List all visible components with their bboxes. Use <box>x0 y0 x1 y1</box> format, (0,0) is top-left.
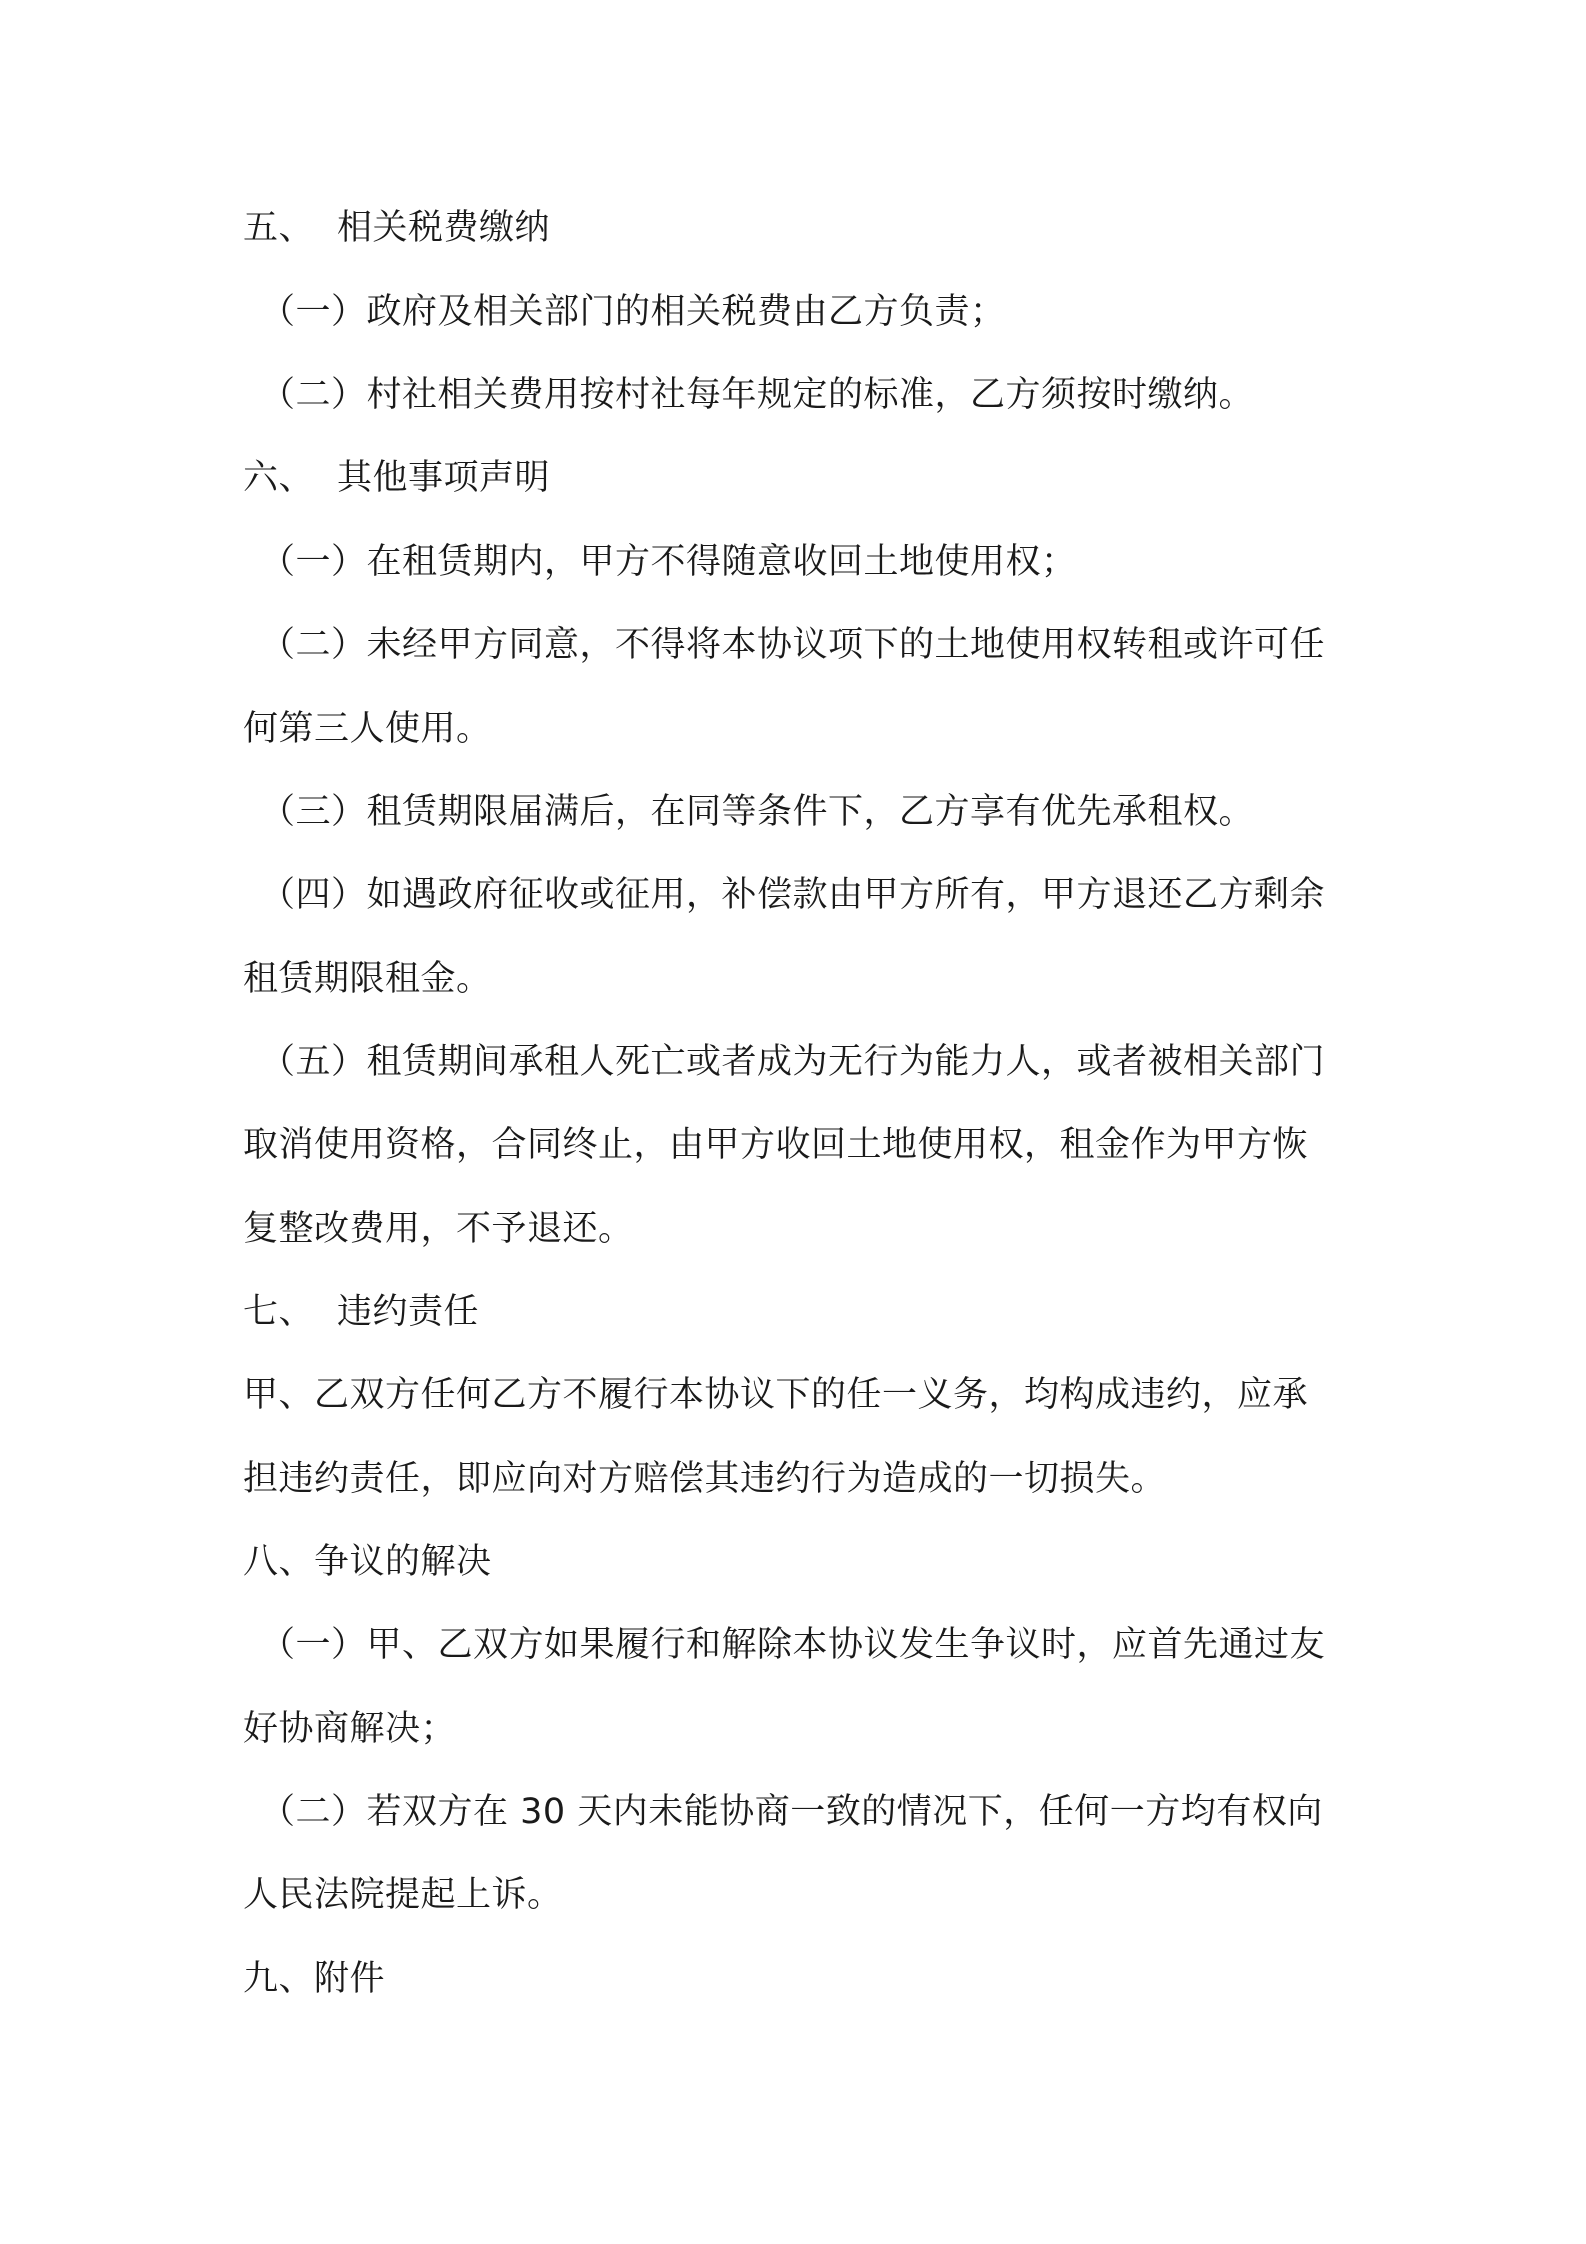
section-6-line-2: （二）未经甲方同意，不得将本协议项下的土地使用权转租或许可任 <box>260 625 1326 665</box>
section-7-heading <box>243 1290 1363 1334</box>
section-7-line-2: 担违约责任，即应向对方赔偿其违约行为造成的一切损失。 <box>243 1459 1167 1499</box>
section-5-item-1: （一）政府及相关部门的相关税费由乙方负责； <box>260 292 1006 332</box>
section-6-heading <box>243 456 1363 500</box>
section-9-heading: 九、附件 <box>243 1959 386 1999</box>
section-6-line-5: （四）如遇政府征收或征用，补偿款由甲方所有，甲方退还乙方剩余 <box>260 875 1326 915</box>
section-6-line-6: 租赁期限租金。 <box>243 959 492 999</box>
section-7-line-1: 甲、乙双方任何乙方不履行本协议下的任一义务，均构成违约，应承 <box>243 1375 1309 1415</box>
section-5-title: 相关税费缴纳 <box>337 208 551 248</box>
section-6-line-9: 复整改费用，不予退还。 <box>243 1209 634 1249</box>
section-6-line-1: （一）在租赁期内，甲方不得随意收回土地使用权； <box>260 542 1077 582</box>
section-8-line-3: （二）若双方在 30 天内未能协商一致的情况下，任何一方均有权向 <box>260 1792 1323 1832</box>
section-5-number: 五、 <box>243 208 315 248</box>
section-6-line-3: 何第三人使用。 <box>243 709 492 749</box>
section-7-title: 违约责任 <box>337 1292 480 1332</box>
section-6-line-8: 取消使用资格，合同终止，由甲方收回土地使用权，租金作为甲方恢 <box>243 1125 1309 1165</box>
section-6-number: 六、 <box>243 458 315 498</box>
section-7-number: 七、 <box>243 1292 315 1332</box>
section-8-line-2: 好协商解决； <box>243 1709 457 1749</box>
section-8-line-4: 人民法院提起上诉。 <box>243 1875 563 1915</box>
section-5-item-2: （二）村社相关费用按村社每年规定的标准，乙方须按时缴纳。 <box>260 375 1255 415</box>
section-5-heading <box>243 206 1363 250</box>
section-6-line-4: （三）租赁期限届满后，在同等条件下，乙方享有优先承租权。 <box>260 792 1255 832</box>
section-6-title: 其他事项声明 <box>337 458 551 498</box>
section-6-line-7: （五）租赁期间承租人死亡或者成为无行为能力人，或者被相关部门 <box>260 1042 1326 1082</box>
section-8-line-1: （一）甲、乙双方如果履行和解除本协议发生争议时，应首先通过友 <box>260 1625 1326 1665</box>
section-8-heading: 八、争议的解决 <box>243 1542 492 1582</box>
